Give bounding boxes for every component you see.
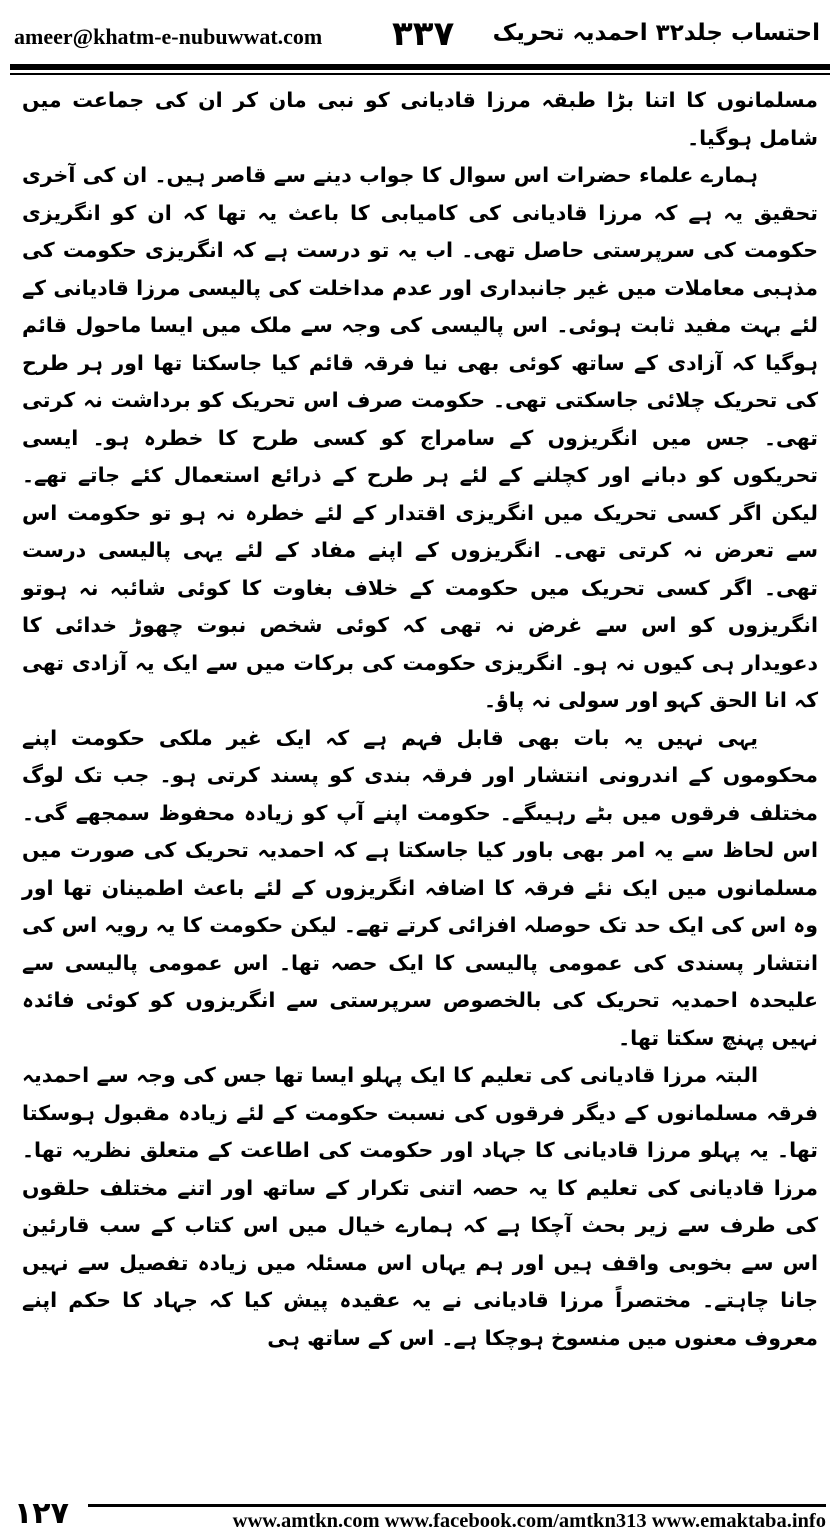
- header-rule-thin: [10, 73, 830, 75]
- body-text: [22, 82, 818, 1357]
- footer-rule: [88, 1504, 826, 1507]
- header-title: احتساب جلد۳۲ احمدیہ تحریک: [492, 20, 820, 46]
- paragraph-1: مسلمانوں کا اتنا بڑا طبقہ مرزا قادیانی کو نبی مان کر ان کی جماعت میں شامل ہوگیا۔: [22, 88, 818, 150]
- header-page-number: ۳۳۷: [392, 14, 455, 54]
- header-email: ameer@khatm-e-nubuwwat.com: [14, 24, 323, 49]
- header-rule-thick: [10, 64, 830, 70]
- footer-page-number: ۱۲۷: [14, 1496, 69, 1531]
- footer-urls: www.amtkn.com www.facebook.com/amtkn313 www.emaktaba.info: [232, 1510, 826, 1532]
- paragraph-3: یہی نہیں یہ بات بھی قابل فہم ہے کہ ایک غیر ملکی حکومت اپنے محکوموں کے اندرونی انتشار اور فرقہ بندی کو پسند کرتی ہو۔ جب تک لوگ مختلف فرقوں میں بٹے رہیںگے۔ حکومت اپنے آپ کو زیادہ محفوظ سمجھے گی۔ اس لحاظ سے یہ امر بھی باور کیا جاسکتا ہے کہ احمدیہ تحریک کی صورت میں مسلمانوں میں ایک نئے فرقہ کا اضافہ انگریزوں کے لئے باعث اطمینان تھا اور وہ اس کی ایک حد تک حوصلہ افزائی کرتے تھے۔ لیکن حکومت کا یہ رویہ اس کی انتشار پسندی کی عمومی پالیسی کا ایک حصہ تھا۔ اس عمومی پالیسی سے علیحدہ احمدیہ تحریک کی بالخصوص سرپرستی سے انگریزوں کو کوئی فائدہ نہیں پہنچ سکتا تھا۔: [22, 725, 818, 1050]
- paragraph-2: ہمارے علماء حضرات اس سوال کا جواب دینے سے قاصر ہیں۔ ان کی آخری تحقیق یہ ہے کہ مرزا قادیانی کی کامیابی کا باعث یہ تھا کہ ان کو انگریزی حکومت کی سرپرستی حاصل تھی۔ اب یہ تو درست ہے کہ انگریزی حکومت کی مذہبی معاملات میں غیر جانبداری اور عدم مداخلت کی پالیسی مرزا قادیانی کے لئے بہت مفید ثابت ہوئی۔ اس پالیسی کی وجہ سے ملک میں ایسا ماحول قائم ہوگیا کہ آزادی کے ساتھ کوئی بھی نیا فرقہ قائم کیا جاسکتا تھا اور ہر طرح کی تحریک چلائی جاسکتی تھی۔ حکومت صرف اس تحریک کو برداشت نہ کرتی تھی۔ جس میں انگریزوں کے سامراج کو کسی طرح کا خطرہ ہو۔ ایسی تحریکوں کو دبانے اور کچلنے کے لئے ہر طرح کے ذرائع استعمال کئے جاتے تھے۔ لیکن اگر کسی تحریک میں انگریزی اقتدار کے لئے خطرہ نہ ہو تو حکومت اس سے تعرض نہ کرتی تھی۔ انگریزوں کے اپنے مفاد کے لئے یہی پالیسی درست تھی۔ اگر کسی تحریک میں حکومت کے خلاف بغاوت کا کوئی شائبہ نہ ہوتو انگریزوں کو اس سے غرض نہ تھی کہ کوئی شخص نبوت چھوڑ خدائی کا دعویدار ہی کیوں نہ ہو۔ انگریزی حکومت کی برکات میں سے ایک یہ آزادی تھی کہ انا الحق کہو اور سولی نہ پاؤ۔: [22, 163, 818, 712]
- paragraph-4: البتہ مرزا قادیانی کی تعلیم کا ایک پہلو ایسا تھا جس کی وجہ سے احمدیہ فرقہ مسلمانوں کے دیگر فرقوں کی نسبت حکومت کے لئے زیادہ مقبول ہوسکتا تھا۔ یہ پہلو مرزا قادیانی کا جہاد اور حکومت کی اطاعت کے متعلق نظریہ تھا۔ مرزا قادیانی کی تعلیم کا یہ حصہ اتنی تکرار کے ساتھ اور اتنے مختلف حلقوں کی طرف سے زیر بحث آچکا ہے کہ ہمارے خیال میں اس کتاب کے سب قارئین اس سے بخوبی واقف ہیں اور ہم یہاں اس مسئلہ میں زیادہ تفصیل سے نہیں جانا چاہتے۔ مختصراً مرزا قادیانی نے یہ عقیدہ پیش کیا کہ جہاد کا حکم اپنے معروف معنوں میں منسوخ ہوچکا ہے۔ اس کے ساتھ ہی: [22, 1063, 818, 1350]
- page-header: [0, 0, 840, 66]
- page-footer: [0, 1492, 840, 1540]
